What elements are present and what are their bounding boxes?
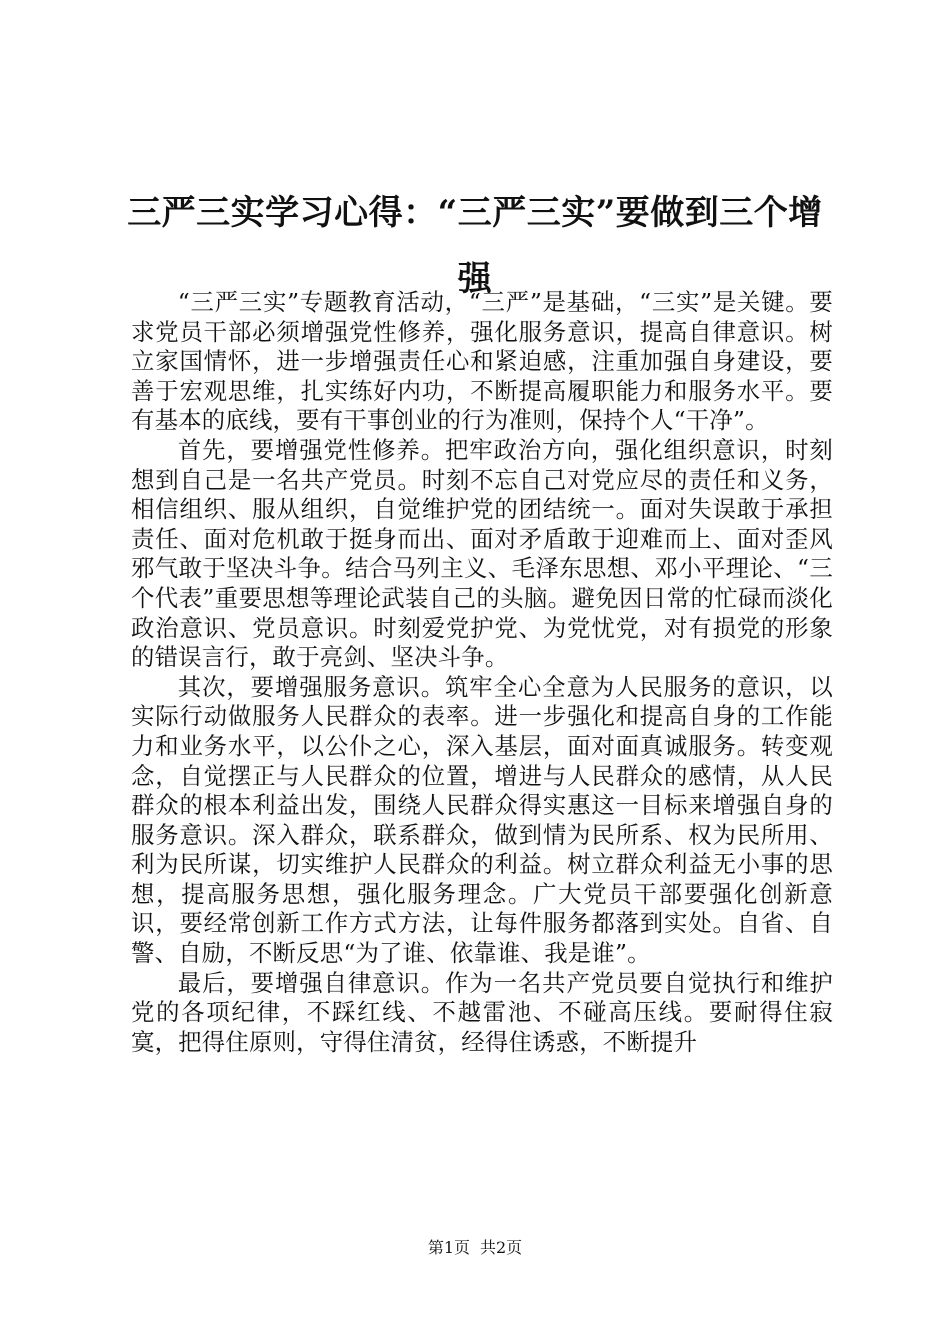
document-title: 三严三实学习心得：“三严三实”要做到三个增强 — [127, 193, 823, 299]
document-body — [131, 288, 833, 1057]
page-number-current: 第1页 — [427, 1238, 470, 1257]
paragraph-intro: “三严三实”专题教育活动，“三严”是基础，“三实”是关键。要求党员干部必须增强党性修养，强化服务意识，提高自律意识。树立家国情怀，进一步增强责任心和紧迫感，注重加强自身建设，要善于宏观思维，扎实练好内功，不断提高履职能力和服务水平。要有基本的底线，要有干事创业的行为准则，保持个人“干净”。 — [131, 288, 833, 435]
paragraph-last-point: 最后，要增强自律意识。作为一名共产党员要自觉执行和维护党的各项纪律，不踩红线、不越雷池、不碰高压线。要耐得住寂寞，把得住原则，守得住清贫，经得住诱惑，不断提升 — [131, 968, 833, 1056]
paragraph-first-point: 首先，要增强党性修养。把牢政治方向，强化组织意识，时刻想到自己是一名共产党员。时刻不忘自己对党应尽的责任和义务，相信组织、服从组织，自觉维护党的团结统一。面对失误敢于承担责任、面对危机敢于挺身而出、面对矛盾敢于迎难而上、面对歪风邪气敢于坚决斗争。结合马列主义、毛泽东思想、邓小平理论、“三个代表”重要思想等理论武装自己的头脑。避免因日常的忙碌而淡化政治意识、党员意识。时刻爱党护党、为党忧党，对有损党的形象的错误言行，敢于亮剑、坚决斗争。 — [131, 435, 833, 672]
paragraph-second-point: 其次，要增强服务意识。筑牢全心全意为人民服务的意识，以实际行动做服务人民群众的表率。进一步强化和提高自身的工作能力和业务水平，以公仆之心，深入基层，面对面真诚服务。转变观念，自觉摆正与人民群众的位置，增进与人民群众的感情，从人民群众的根本利益出发，围绕人民群众得实惠这一目标来增强自身的服务意识。深入群众，联系群众，做到情为民所系、权为民所用、利为民所谋，切实维护人民群众的利益。树立群众利益无小事的思想，提高服务思想，强化服务理念。广大党员干部要强化创新意识，要经常创新工作方式方法，让每件服务都落到实处。自省、自警、自励，不断反思“为了谁、依靠谁、我是谁”。 — [131, 672, 833, 968]
page-number-total: 共2页 — [480, 1238, 523, 1257]
page-footer — [0, 1238, 950, 1258]
